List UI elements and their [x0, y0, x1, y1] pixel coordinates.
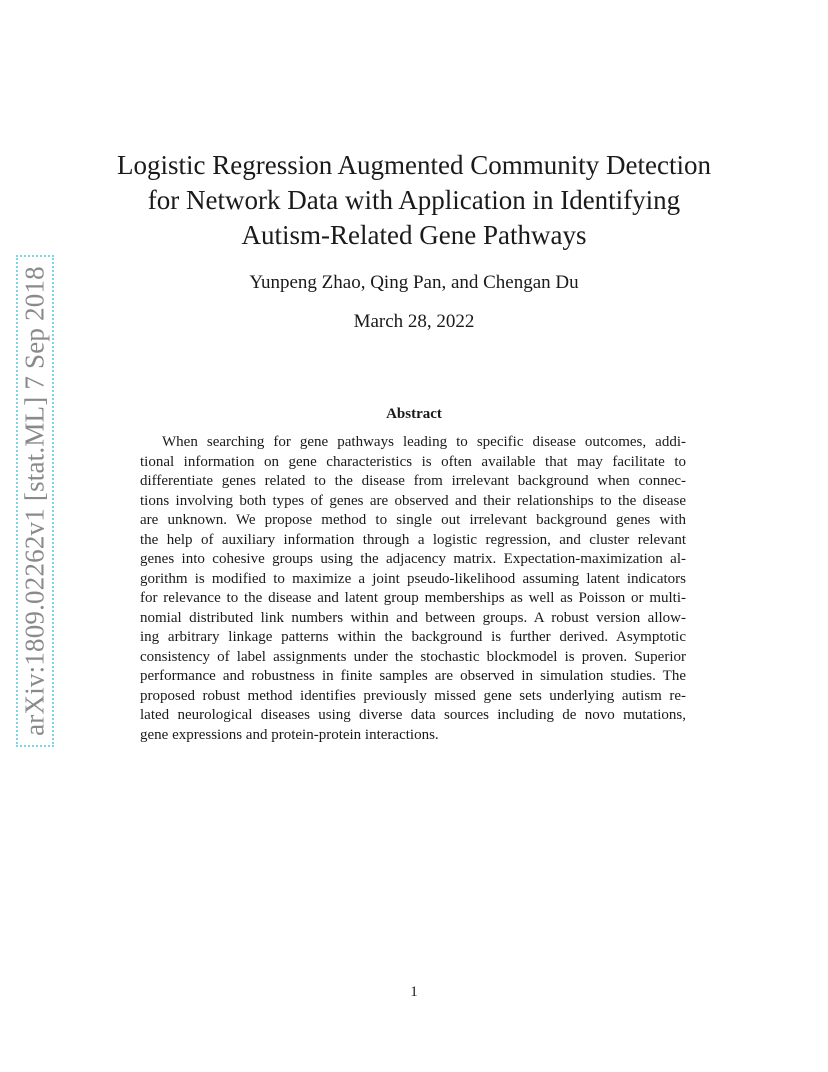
title-line: Autism-Related Gene Pathways	[241, 220, 587, 250]
arxiv-identifier: arXiv:1809.02262v1 [stat.ML] 7 Sep 2018	[19, 266, 50, 736]
abstract-line: performance and robustness in finite samples are observed in simulation studies. The	[140, 668, 686, 684]
abstract-heading: Abstract	[386, 406, 442, 422]
abstract-line: tions involving both types of genes are observed and their relationships to the disease	[140, 492, 686, 509]
abstract-line: tional information on gene characteristics is often available that may facilitate to	[140, 453, 686, 470]
abstract-line: for relevance to the disease and latent group memberships as well as Poisson or multi-	[140, 590, 686, 606]
abstract-line: nomial distributed link numbers within and between groups. A robust version allow-	[140, 609, 686, 626]
author-list: Yunpeng Zhao, Qing Pan, and Chengan Du	[249, 272, 579, 293]
title-line: for Network Data with Application in Identifying	[147, 185, 681, 215]
page-number: 1	[410, 984, 418, 1000]
abstract-line: consistency of label assignments under the stochastic blockmodel is proven. Superior	[140, 648, 686, 665]
abstract-line: are unknown. We propose method to single out irrelevant background genes with	[140, 512, 686, 528]
title-line: Logistic Regression Augmented Community Detection	[117, 150, 711, 180]
abstract-line: When searching for gene pathways leading to specific disease outcomes, addi-	[162, 434, 686, 450]
abstract-line: the help of auxiliary information through a logistic regression, and cluster relevant	[140, 531, 686, 548]
abstract-line: ing arbitrary linkage patterns within the background is further derived. Asymptotic	[140, 629, 686, 645]
abstract-line: lated neurological diseases using diverse data sources including de novo mutations,	[140, 707, 686, 723]
abstract-line: gene expressions and protein-protein interactions.	[140, 726, 439, 743]
arxiv-side-stamp	[16, 255, 54, 747]
abstract-line: differentiate genes related to the disease from irrelevant background when connec-	[140, 473, 686, 489]
abstract-body	[140, 433, 686, 745]
paper-title	[90, 148, 738, 253]
abstract-line: gorithm is modified to maximize a joint pseudo-likelihood assuming latent indicators	[140, 570, 686, 587]
abstract-line: genes into cohesive groups using the adjacency matrix. Expectation-maximization al-	[140, 551, 686, 567]
paper-date: March 28, 2022	[353, 311, 475, 332]
abstract-line: proposed robust method identifies previously missed gene sets underlying autism re-	[140, 687, 686, 704]
